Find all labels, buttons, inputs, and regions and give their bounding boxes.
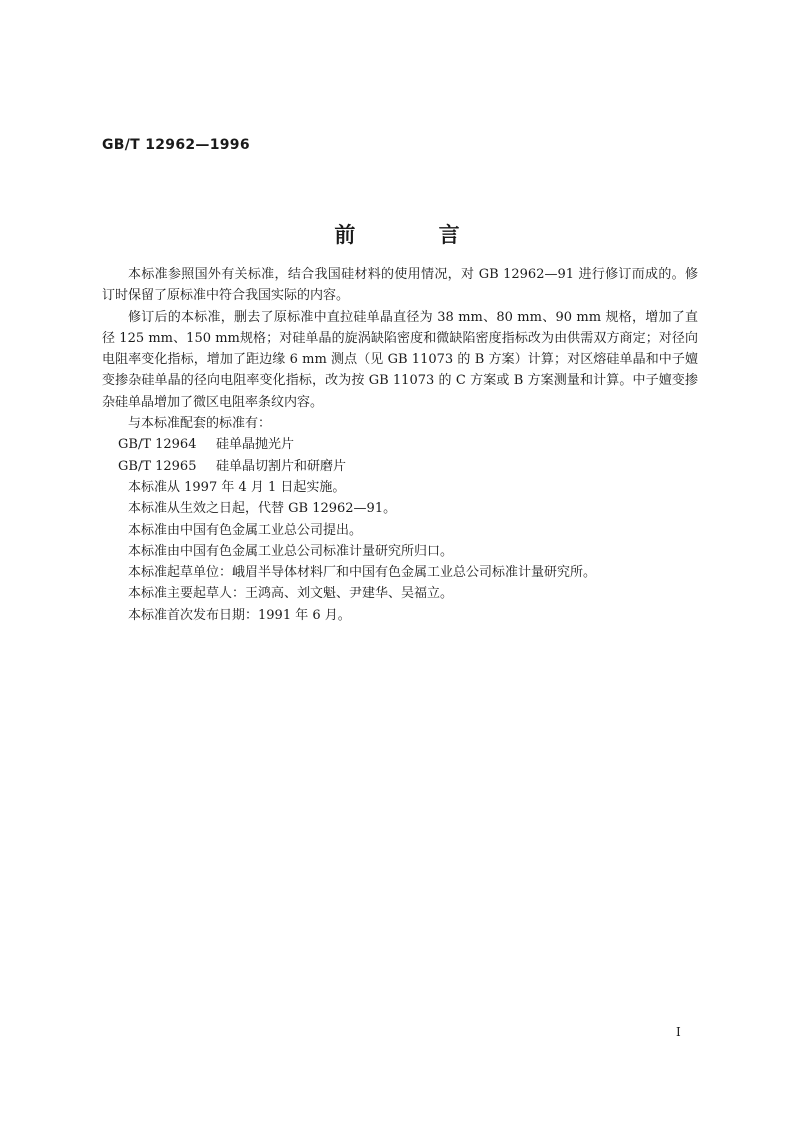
- statement-centralized-by: 本标准由中国有色金属工业总公司标准计量研究所归口。: [128, 543, 454, 559]
- related-standard-row: [102, 434, 698, 455]
- paragraph-related-intro: 与本标准配套的标准有：: [128, 416, 272, 432]
- statement-proposed-by: 本标准由中国有色金属工业总公司提出。: [128, 522, 363, 538]
- related-standard-name: 硅单晶抛光片: [216, 437, 295, 453]
- related-standard-name: 硅单晶切割片和研磨片: [216, 458, 347, 474]
- statement-drafters: 本标准主要起草人：王鸿高、刘文魁、尹建华、吴福立。: [128, 586, 454, 602]
- paragraph-intro: 本标准参照国外有关标准，结合我国硅材料的使用情况，对 GB 12962—91 进行修订而成的。修订时保留了原标准中符合我国实际的内容。: [102, 267, 698, 304]
- related-standard-code: GB/T 12964: [118, 437, 197, 453]
- statement-first-issued: 本标准首次发布日期：1991 年 6 月。: [128, 607, 351, 623]
- statement-replaces: 本标准从生效之日起，代替 GB 12962—91。: [128, 501, 397, 517]
- paragraph-revisions: 修订后的本标准，删去了原标准中直拉硅单晶直径为 38 mm、80 mm、90 mm 规格，增加了直径 125 mm、150 mm规格；对硅单晶的旋涡缺陷密度和微缺陷密度指标改为由供需双方商定；对径向电阻率变化指标，增加了距边缘 6 mm 测点（见 GB 11073 的 B 方案）计算；对区熔硅单晶和中子嬗变掺杂硅单晶的径向电阻率变化指标，改为按 GB 11073 的 C 方案或 B 方案测量和计算。中子嬗变掺杂硅单晶增加了微区电阻率条纹内容。: [102, 309, 698, 410]
- foreword-body: [102, 264, 698, 626]
- statement-effective-date: 本标准从 1997 年 4 月 1 日起实施。: [128, 479, 346, 495]
- page-title: 前 言: [334, 223, 498, 247]
- statement-drafting-units: 本标准起草单位：峨眉半导体材料厂和中国有色金属工业总公司标准计量研究所。: [128, 565, 597, 581]
- related-standard-code: GB/T 12965: [118, 458, 197, 474]
- related-standard-row: [102, 456, 698, 477]
- standard-code: GB/T 12962—1996: [102, 137, 250, 153]
- page-number: I: [676, 1025, 681, 1039]
